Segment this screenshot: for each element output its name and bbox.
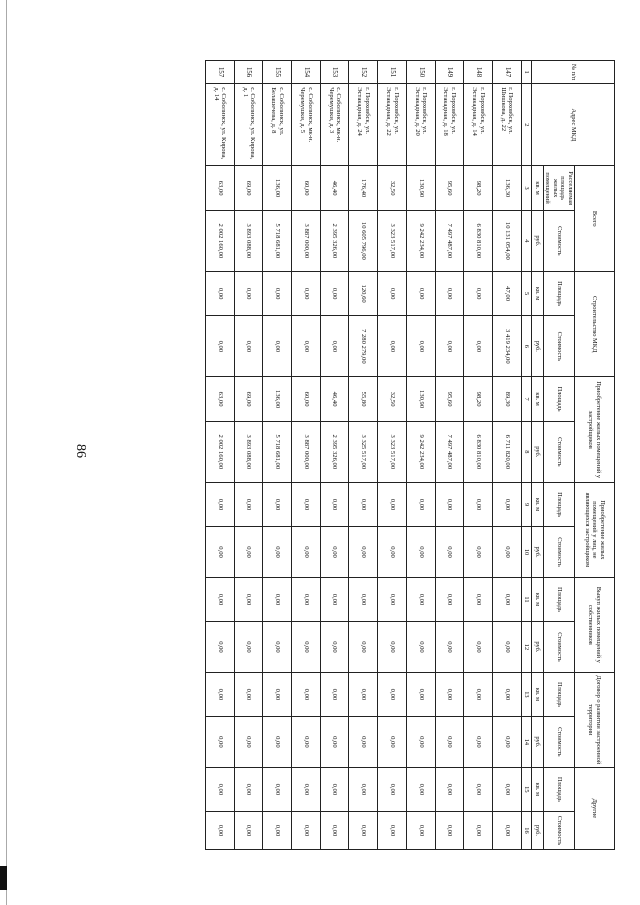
row-value: 47,00: [492, 271, 521, 315]
row-value: 0,00: [320, 316, 349, 377]
unit-area: кв. м: [531, 577, 543, 621]
header-area: Площадь: [543, 577, 574, 621]
table-body: [206, 61, 522, 850]
row-value: 55,80: [349, 377, 378, 421]
row-value: 0,00: [320, 812, 349, 850]
table-row: [234, 61, 263, 850]
row-number: 155: [263, 61, 292, 84]
row-value: 0,00: [234, 577, 263, 621]
row-value: 0,00: [292, 622, 321, 673]
row-value: 136,30: [492, 166, 521, 210]
row-value: 0,00: [435, 316, 464, 377]
row-value: 0,00: [263, 812, 292, 850]
row-number: 154: [292, 61, 321, 84]
row-value: 0,00: [234, 717, 263, 768]
row-value: 2 002 160,00: [206, 210, 235, 271]
row-value: 176,40: [349, 166, 378, 210]
row-value: 3 893 088,00: [234, 421, 263, 482]
col-number: 14: [521, 717, 531, 768]
row-value: 0,00: [464, 527, 493, 578]
row-value: 0,00: [406, 767, 435, 811]
row-value: 0,00: [263, 527, 292, 578]
row-value: 0,00: [263, 577, 292, 621]
col-number: 13: [521, 672, 531, 716]
row-value: 0,00: [492, 717, 521, 768]
row-address: г. Порховбск, ул. Эстакадная, д. 22: [378, 84, 407, 166]
row-value: 0,00: [292, 527, 321, 578]
row-value: 0,00: [435, 717, 464, 768]
row-value: 0,00: [435, 577, 464, 621]
header-area: Площадь: [543, 482, 574, 526]
row-value: 0,00: [406, 271, 435, 315]
row-number: 153: [320, 61, 349, 84]
row-value: 0,00: [206, 527, 235, 578]
row-value: 0,00: [263, 316, 292, 377]
table-row: [464, 61, 493, 850]
row-value: 0,00: [234, 316, 263, 377]
table-row: [378, 61, 407, 850]
col-number: 3: [521, 166, 531, 210]
row-value: 6 830 810,00: [464, 210, 493, 271]
row-address: с. Соболинск, ул. Кирова, д. 1: [234, 84, 263, 166]
row-value: 0,00: [263, 482, 292, 526]
row-value: 5 718 681,00: [263, 421, 292, 482]
row-value: 98,20: [464, 166, 493, 210]
col-number: 1: [521, 61, 531, 84]
unit-area: кв. м: [531, 377, 543, 421]
header-construction: Строительство МКД: [575, 271, 615, 376]
row-value: 32,50: [378, 166, 407, 210]
row-value: 0,00: [378, 812, 407, 850]
col-number: 8: [521, 421, 531, 482]
row-value: 0,00: [378, 577, 407, 621]
row-value: 0,00: [492, 767, 521, 811]
header-cost: Стоимость: [543, 421, 574, 482]
row-address: г. Порховбск, ул. Эстакадная, д. 20: [406, 84, 435, 166]
unit-cost: руб.: [531, 421, 543, 482]
row-value: 2 395 326,00: [320, 421, 349, 482]
row-value: 7 497 487,00: [435, 210, 464, 271]
row-value: 0,00: [206, 577, 235, 621]
header-area: Площадь: [543, 672, 574, 716]
row-address: с. Соболинск, мк-н. Черемушки, д. 5: [292, 84, 321, 166]
unit-cost: руб.: [531, 527, 543, 578]
header-other: Другие: [575, 767, 615, 849]
row-value: 0,00: [349, 482, 378, 526]
row-value: 32,50: [378, 377, 407, 421]
header-cost: Стоимость: [543, 316, 574, 377]
row-value: 0,00: [435, 527, 464, 578]
col-number: 10: [521, 527, 531, 578]
row-value: 0,00: [406, 717, 435, 768]
col-number: 12: [521, 622, 531, 673]
header-cost: Стоимость: [543, 527, 574, 578]
col-number: 2: [521, 84, 531, 166]
row-number: 148: [464, 61, 493, 84]
header-no: № п/п: [531, 61, 614, 84]
row-value: 0,00: [464, 812, 493, 850]
header-cost: Стоимость: [543, 812, 574, 850]
row-value: 0,00: [206, 316, 235, 377]
row-value: 0,00: [234, 271, 263, 315]
row-value: 0,00: [435, 622, 464, 673]
row-value: 0,00: [464, 717, 493, 768]
header-area-resettled: Расселяемая площадь жилых помещений: [543, 166, 574, 210]
table-row: [406, 61, 435, 850]
unit-cost: руб.: [531, 622, 543, 673]
unit-cost: руб.: [531, 210, 543, 271]
row-value: 0,00: [378, 482, 407, 526]
scan-edge-mark: [0, 866, 7, 890]
row-value: 0,00: [263, 622, 292, 673]
row-value: 9 242 234,00: [406, 210, 435, 271]
col-number: 11: [521, 577, 531, 621]
row-value: 136,00: [263, 166, 292, 210]
row-value: 0,00: [206, 717, 235, 768]
row-value: 0,00: [206, 271, 235, 315]
row-value: 0,00: [406, 812, 435, 850]
row-value: 3 887 000,00: [292, 421, 321, 482]
row-value: 0,00: [378, 622, 407, 673]
row-number: 150: [406, 61, 435, 84]
row-address: с. Соболинск, ул. Белашечева, д. 8: [263, 84, 292, 166]
row-value: 7 497 487,00: [435, 421, 464, 482]
row-value: 2 002 160,00: [206, 421, 235, 482]
row-value: 130,90: [406, 377, 435, 421]
row-value: 0,00: [378, 717, 407, 768]
row-value: 0,00: [464, 577, 493, 621]
row-value: 0,00: [320, 622, 349, 673]
row-value: 3 323 517,00: [378, 421, 407, 482]
row-value: 0,00: [464, 271, 493, 315]
row-value: 0,00: [406, 672, 435, 716]
row-value: 69,00: [234, 377, 263, 421]
row-value: 0,00: [378, 527, 407, 578]
row-number: 149: [435, 61, 464, 84]
row-value: 0,00: [492, 812, 521, 850]
col-number: 16: [521, 812, 531, 850]
row-value: 0,00: [349, 767, 378, 811]
row-value: 0,00: [320, 271, 349, 315]
row-value: 0,00: [492, 482, 521, 526]
row-value: 0,00: [492, 527, 521, 578]
table-row: [320, 61, 349, 850]
unit-area: кв. м: [531, 271, 543, 315]
row-value: 0,00: [206, 812, 235, 850]
row-value: 0,00: [464, 622, 493, 673]
row-value: 3 419 234,00: [492, 316, 521, 377]
row-value: 130,90: [406, 166, 435, 210]
table-row: [435, 61, 464, 850]
row-value: 0,00: [263, 717, 292, 768]
row-value: 60,00: [292, 166, 321, 210]
table-row: [492, 61, 521, 850]
header-cost: Стоимость: [543, 717, 574, 768]
row-number: 151: [378, 61, 407, 84]
row-value: 0,00: [292, 717, 321, 768]
row-value: 6 830 810,00: [464, 421, 493, 482]
row-value: 0,00: [464, 767, 493, 811]
row-value: 0,00: [349, 717, 378, 768]
row-value: 0,00: [406, 527, 435, 578]
row-value: 0,00: [320, 527, 349, 578]
scan-edge-line: [6, 0, 7, 905]
row-value: 98,20: [464, 377, 493, 421]
row-value: 0,00: [492, 577, 521, 621]
col-number: 15: [521, 767, 531, 811]
row-value: 0,00: [206, 622, 235, 673]
header-area: Площадь: [543, 271, 574, 315]
col-number: 5: [521, 271, 531, 315]
row-value: 63,00: [206, 166, 235, 210]
row-address: г. Порховбск, ул. Шишкова, д. 22: [492, 84, 521, 166]
page-number: 86: [73, 444, 88, 458]
row-value: 0,00: [292, 482, 321, 526]
row-value: 136,00: [263, 377, 292, 421]
row-number: 156: [234, 61, 263, 84]
row-value: 95,60: [435, 377, 464, 421]
row-value: 0,00: [206, 767, 235, 811]
row-value: 0,00: [263, 271, 292, 315]
unit-cost: руб.: [531, 316, 543, 377]
row-value: 3 893 088,00: [234, 210, 263, 271]
header-total: Всего: [575, 166, 615, 271]
row-value: 0,00: [378, 767, 407, 811]
row-value: 0,00: [378, 271, 407, 315]
row-value: 0,00: [349, 672, 378, 716]
row-address: г. Порховбск, ул. Эстакадная, д. 24: [349, 84, 378, 166]
header-cost: Стоимость: [543, 622, 574, 673]
row-value: 3 323 517,00: [378, 210, 407, 271]
row-value: 0,00: [234, 812, 263, 850]
header-address: Адрес МКД: [531, 84, 614, 166]
row-value: 95,60: [435, 166, 464, 210]
row-value: 0,00: [349, 622, 378, 673]
unit-cost: руб.: [531, 717, 543, 768]
unit-area: кв. м: [531, 767, 543, 811]
row-value: 0,00: [464, 672, 493, 716]
unit-area: кв. м: [531, 672, 543, 716]
col-number: 4: [521, 210, 531, 271]
table-row: [206, 61, 235, 850]
row-value: 46,40: [320, 377, 349, 421]
row-value: 0,00: [292, 577, 321, 621]
row-value: 0,00: [292, 812, 321, 850]
col-number: 9: [521, 482, 531, 526]
row-value: 0,00: [234, 767, 263, 811]
col-number: 6: [521, 316, 531, 377]
row-value: 0,00: [406, 482, 435, 526]
row-number: 157: [206, 61, 235, 84]
row-value: 0,00: [435, 812, 464, 850]
header-area: Площадь: [543, 377, 574, 421]
row-address: с. Соболинск, мк-н. Черемушки, д. 3: [320, 84, 349, 166]
row-value: 0,00: [435, 767, 464, 811]
row-value: 89,30: [492, 377, 521, 421]
row-value: 0,00: [292, 316, 321, 377]
row-number: 147: [492, 61, 521, 84]
header-buyout: Выкуп жилых помещений у собственников: [575, 577, 615, 672]
row-value: 0,00: [320, 672, 349, 716]
row-value: 0,00: [263, 672, 292, 716]
row-value: 6 711 820,00: [492, 421, 521, 482]
row-value: 0,00: [464, 482, 493, 526]
row-value: 0,00: [234, 482, 263, 526]
row-value: 3 887 000,00: [292, 210, 321, 271]
unit-area: кв. м: [531, 166, 543, 210]
header-area: Площадь: [543, 767, 574, 811]
row-value: 0,00: [406, 577, 435, 621]
rotated-table-wrapper: [205, 60, 615, 850]
row-value: 10 131 054,00: [492, 210, 521, 271]
unit-cost: руб.: [531, 812, 543, 850]
row-value: 0,00: [435, 482, 464, 526]
row-value: 0,00: [320, 482, 349, 526]
row-address: с. Соболинск, ул. Кирова, д. 14: [206, 84, 235, 166]
row-value: 0,00: [206, 482, 235, 526]
row-number: 152: [349, 61, 378, 84]
row-value: 0,00: [492, 672, 521, 716]
table-row: [263, 61, 292, 850]
header-purchase-nondev: Приобретение жилых помещений у лиц, не являющихся застройщиком: [575, 482, 615, 577]
row-value: 0,00: [292, 767, 321, 811]
row-value: 0,00: [378, 316, 407, 377]
row-value: 0,00: [320, 577, 349, 621]
row-value: 5 718 681,00: [263, 210, 292, 271]
row-value: 0,00: [206, 672, 235, 716]
row-value: 0,00: [234, 527, 263, 578]
row-value: 0,00: [435, 672, 464, 716]
row-value: 69,00: [234, 166, 263, 210]
row-value: 7 280 279,00: [349, 316, 378, 377]
row-value: 0,00: [234, 622, 263, 673]
row-value: 0,00: [349, 577, 378, 621]
row-value: 0,00: [378, 672, 407, 716]
row-value: 9 242 234,00: [406, 421, 435, 482]
unit-area: кв. м: [531, 482, 543, 526]
col-number: 7: [521, 377, 531, 421]
row-value: 2 395 326,00: [320, 210, 349, 271]
row-value: 120,60: [349, 271, 378, 315]
row-value: 0,00: [435, 271, 464, 315]
header-purchase-dev: Приобретение жилых помещений у застройщиков: [575, 377, 615, 482]
row-value: 0,00: [406, 622, 435, 673]
row-value: 0,00: [234, 672, 263, 716]
row-value: 0,00: [349, 527, 378, 578]
row-value: 0,00: [263, 767, 292, 811]
row-value: 0,00: [492, 622, 521, 673]
row-address: г. Порховбск, ул. Эстакадная, д. 18: [435, 84, 464, 166]
row-value: 0,00: [320, 767, 349, 811]
row-value: 0,00: [320, 717, 349, 768]
row-value: 10 605 796,00: [349, 210, 378, 271]
row-value: 0,00: [292, 672, 321, 716]
row-value: 0,00: [406, 316, 435, 377]
header-cost: Стоимость: [543, 210, 574, 271]
table-row: [292, 61, 321, 850]
row-value: 46,40: [320, 166, 349, 210]
row-value: 63,00: [206, 377, 235, 421]
resettlement-table: [205, 60, 615, 850]
row-value: 3 325 517,00: [349, 421, 378, 482]
header-dev-agreement: Договор о развитии застроенной территории: [575, 672, 615, 767]
row-address: г. Порховбск, ул. Эстакадная, д. 14: [464, 84, 493, 166]
table-row: [349, 61, 378, 850]
row-value: 60,00: [292, 377, 321, 421]
row-value: 0,00: [292, 271, 321, 315]
row-value: 0,00: [464, 316, 493, 377]
row-value: 0,00: [349, 812, 378, 850]
